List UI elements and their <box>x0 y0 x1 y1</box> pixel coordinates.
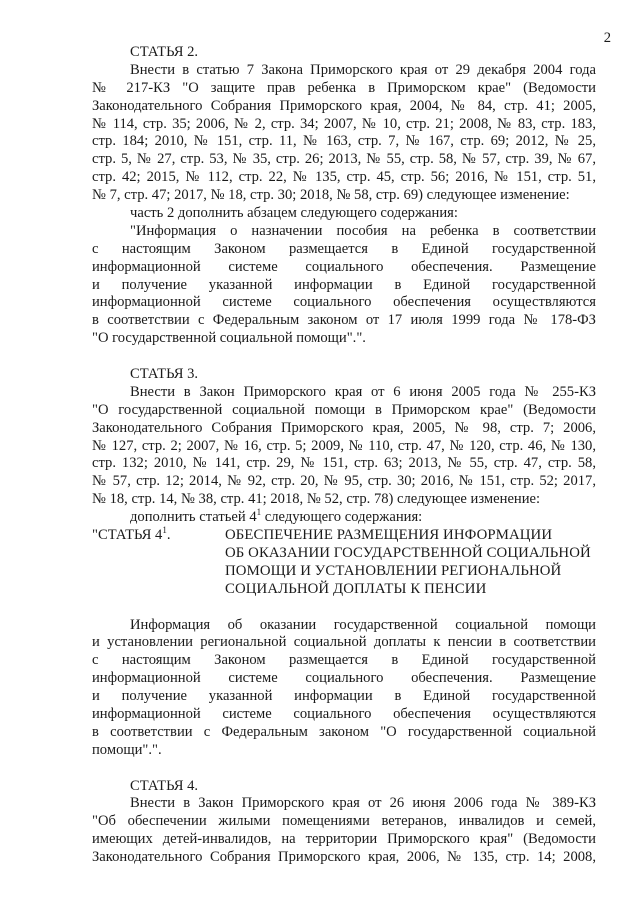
article-heading: СТАТЬЯ 4. <box>130 777 199 794</box>
article-heading: СТАТЬЯ 3. <box>130 366 199 383</box>
paragraph-line: помощи".". <box>92 741 162 758</box>
paragraph-line: часть 2 дополнить абзацем следующего содержания: <box>130 205 458 222</box>
new-article-number: "СТАТЬЯ $4^1$. <box>92 525 171 544</box>
quote-line: информационной системе социального обеспечения осуществляются <box>92 294 596 311</box>
paragraph-line: стр. 5, № 27, стр. 53, № 35, стр. 26; 2013, № 55, стр. 58, № 57, стр. 39, № 67, <box>92 151 596 168</box>
quote-line: и получение указанной информации в Единой государственной <box>92 276 596 293</box>
paragraph-line: Внести в статью 7 Закона Приморского края от 29 декабря 2004 года <box>130 61 596 78</box>
paragraph-line: № 18, стр. 14, № 38, стр. 41; 2018, № 52, стр. 78) следующее изменение: <box>92 491 541 508</box>
quote-line: в соответствии с Федеральным законом от 17 июля 1999 года № 178-ФЗ <box>92 312 596 329</box>
article-heading: СТАТЬЯ 2. <box>130 44 199 60</box>
quote-line: "Информация о назначении пособия на ребенка в соответствии <box>130 222 596 239</box>
paragraph-line: № 57, стр. 12; 2014, № 92, стр. 20, № 95, стр. 30; 2016, № 151, стр. 52; 2017, <box>92 473 596 490</box>
paragraph-line: Законодательного Собрания Приморского края, 2005, № 98, стр. 7; 2006, <box>92 419 596 436</box>
quote-line: с настоящим Законом размещается в Единой государственной <box>92 240 596 257</box>
paragraph-line: "О государственной социальной помощи в Приморском крае" (Ведомости <box>92 401 596 418</box>
paragraph-line: информационной системе социального обеспечения. Размещение <box>92 670 596 687</box>
quote-line: информационной системе социального обеспечения. Размещение <box>92 258 596 275</box>
paragraph-line: № 114, стр. 35; 2006, № 2, стр. 34; 2007, № 10, стр. 21; 2008, № 83, стр. 183, <box>92 115 596 132</box>
paragraph-line: Информация об оказании государственной социальной помощи <box>130 616 596 633</box>
paragraph-line: № 217-КЗ "О защите прав ребенка в Приморском крае" (Ведомости <box>92 79 596 96</box>
paragraph-line: Законодательного Собрания Приморского края, 2006, № 135, стр. 14; 2008, <box>92 849 596 866</box>
paragraph-line: в соответствии с Федеральным законом "О государственной социальной <box>92 723 596 740</box>
paragraph-line: имеющих детей-инвалидов, на территории Приморского края" (Ведомости <box>92 831 596 848</box>
paragraph-line: стр. 42; 2015, № 112, стр. 22, № 135, стр. 45, стр. 56; 2016, № 151, стр. 51, <box>92 169 596 186</box>
paragraph-line: стр. 184; 2010, № 151, стр. 11, № 163, стр. 7, № 167, стр. 69; 2012, № 25, <box>92 133 596 150</box>
new-article-heading <box>92 527 596 599</box>
paragraph-line: № 7, стр. 47; 2017, № 18, стр. 30; 2018, № 58, стр. 69) следующее изменение: <box>92 187 570 204</box>
page-number: 2 <box>603 30 611 46</box>
paragraph-line: Законодательного Собрания Приморского края, 2004, № 84, стр. 41; 2005, <box>92 97 596 114</box>
paragraph-line: и установлении региональной социальной доплаты к пенсии в соответствии <box>92 634 596 651</box>
paragraph-line: Внести в Закон Приморского края от 26 июня 2006 года № 389-КЗ <box>130 795 596 812</box>
quote-line: "О государственной социальной помощи".". <box>92 330 366 347</box>
paragraph-line: с настоящим Законом размещается в Единой государственной <box>92 652 596 669</box>
paragraph-line: дополнить статьей $4^1$ следующего содержания: <box>130 507 423 526</box>
paragraph-line: № 127, стр. 2; 2007, № 16, стр. 5; 2009, № 110, стр. 47, № 120, стр. 46, № 130, <box>92 437 596 454</box>
paragraph-line: стр. 132; 2010, № 141, стр. 29, № 151, стр. 63; 2013, № 55, стр. 47, стр. 58, <box>92 455 596 472</box>
document-body <box>92 44 596 867</box>
paragraph-line: Внести в Закон Приморского края от 6 июня 2005 года № 255-КЗ <box>130 383 596 400</box>
new-article-title: ОБЕСПЕЧЕНИЕ РАЗМЕЩЕНИЯ ИНФОРМАЦИИ ОБ ОКАЗАНИИ ГОСУДАРСТВЕННОЙ СОЦИАЛЬНОЙ ПОМОЩИ И УСТАНОВЛЕНИИ РЕГИОНАЛЬНОЙ СОЦИАЛЬНОЙ ДОПЛАТЫ К ПЕНСИИ <box>225 527 591 597</box>
paragraph-line: информационной системе социального обеспечения осуществляются <box>92 705 596 722</box>
paragraph-line: и получение указанной информации в Единой государственной <box>92 688 596 705</box>
paragraph-line: "Об обеспечении жилыми помещениями ветеранов, инвалидов и семей, <box>92 813 596 830</box>
